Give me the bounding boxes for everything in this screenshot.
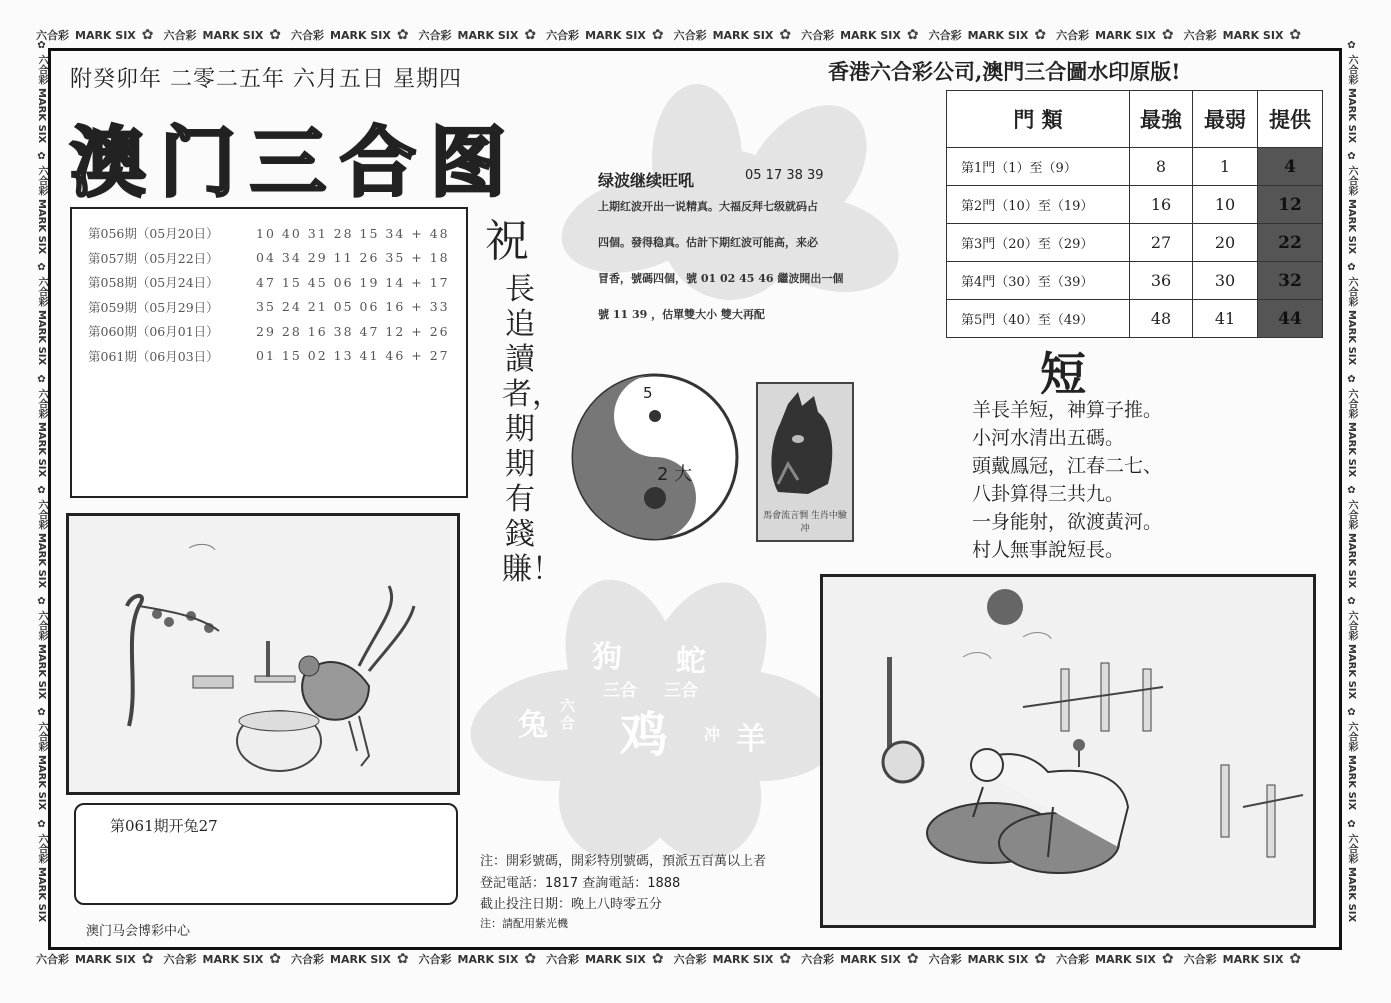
poem-line: 村人無事說短長。 (972, 539, 1125, 561)
wave-heading: 绿波继续旺吼 (598, 171, 695, 190)
border-segment: ✿ 六合彩 MARK SIX (1346, 818, 1357, 922)
zodiac-snake: 蛇 (676, 644, 706, 679)
border-segment: ✿ 六合彩 MARK SIX (36, 707, 47, 811)
border-segment: 六合彩 MARK SIX ✿ (418, 951, 537, 967)
result-period: 第061期（06月03日） (88, 348, 219, 364)
table-cell: 41 (1193, 300, 1258, 338)
result-numbers: 10 40 31 28 15 34 + 48 (256, 225, 450, 241)
table-cell: 36 (1130, 262, 1193, 300)
notes-line: 注：請配用紫光機 (480, 917, 568, 930)
table-cell: 第5門（40）至（49） (947, 300, 1130, 338)
provided-cell: 4 (1258, 148, 1323, 186)
poem-line: 一身能射，欲渡黃河。 (972, 511, 1163, 533)
border-segment: 六合彩 MARK SIX ✿ (928, 951, 1047, 967)
result-period: 第058期（05月24日） (88, 275, 219, 291)
top-border-strip (36, 26, 1356, 44)
table-row (947, 300, 1323, 338)
table-cell: 27 (1130, 224, 1193, 262)
poem-line: 羊長羊短，神算子推。 (972, 399, 1163, 421)
table-row (947, 148, 1323, 186)
table-cell: 10 (1193, 186, 1258, 224)
border-segment: ✿ 六合彩 MARK SIX (36, 373, 47, 477)
border-segment: 六合彩 MARK SIX ✿ (163, 951, 282, 967)
result-row (72, 344, 466, 369)
table-header: 最弱 (1193, 91, 1258, 148)
provided-cell: 44 (1258, 300, 1323, 338)
border-segment: ✿ 六合彩 MARK SIX (36, 151, 47, 255)
wave-text-line: 冒香，號碼四個，號 01 02 45 46 繼波開出一個 (598, 272, 844, 285)
result-period: 第057期（05月22日） (88, 250, 219, 266)
zodiac-goat: 羊 (736, 722, 766, 757)
result-row (72, 246, 466, 271)
results-box (70, 207, 468, 498)
wave-text-line: 號 11 39 ，估單雙大小 雙大再配 (598, 308, 765, 321)
border-segment: 六合彩 MARK SIX ✿ (673, 951, 792, 967)
poem-line: 小河水清出五碼。 (972, 427, 1125, 449)
yin-yang-icon (570, 372, 740, 542)
table-header: 門 類 (947, 91, 1130, 148)
border-segment: ✿ 六合彩 MARK SIX (36, 262, 47, 366)
poem-text (972, 396, 1162, 564)
poem-line: 八卦算得三共九。 (972, 483, 1125, 505)
border-segment: ✿ 六合彩 MARK SIX (1346, 596, 1357, 700)
border-segment: 六合彩 MARK SIX ✿ (36, 951, 154, 967)
border-segment: 六合彩 MARK SIX ✿ (546, 951, 664, 967)
table-row (947, 262, 1323, 300)
border-segment: ✿ 六合彩 MARK SIX (1346, 484, 1357, 589)
result-numbers: 29 28 16 38 47 12 + 26 (256, 323, 450, 339)
result-period: 第056期（05月20日） (88, 226, 219, 242)
border-segment: ✿ 六合彩 MARK SIX (1346, 151, 1357, 255)
blessing-text: 長追讀者，期期有錢賺！ (502, 272, 562, 587)
border-segment: 六合彩 MARK SIX ✿ (291, 27, 409, 43)
border-segment: 六合彩 MARK SIX ✿ (801, 951, 919, 967)
dog-illustration (820, 574, 1316, 928)
result-row (72, 270, 466, 295)
border-segment: ✿ 六合彩 MARK SIX (36, 596, 47, 700)
border-segment: 六合彩 MARK SIX ✿ (1183, 951, 1302, 967)
border-segment: ✿ 六合彩 MARK SIX (36, 40, 47, 144)
border-segment: 六合彩 MARK SIX ✿ (1183, 27, 1302, 43)
border-segment: 六合彩 MARK SIX ✿ (291, 951, 409, 967)
result-numbers: 47 15 45 06 19 14 + 17 (256, 274, 450, 290)
table-cell: 1 (1193, 148, 1258, 186)
table-cell: 20 (1193, 224, 1258, 262)
border-segment: 六合彩 MARK SIX ✿ (163, 27, 282, 43)
border-segment: 六合彩 MARK SIX ✿ (673, 27, 792, 43)
chong-label: 冲 (704, 725, 721, 744)
result-row (72, 295, 466, 320)
zodiac-rabbit: 兔 (518, 708, 548, 743)
yin-yang-top-label: 5 (643, 384, 653, 402)
sanhe-label: 三合 (603, 681, 637, 701)
border-segment: ✿ 六合彩 MARK SIX (1346, 707, 1357, 811)
zodiac-rooster: 鸡 (620, 707, 669, 763)
result-row (72, 221, 466, 246)
result-period: 第059期（05月29日） (88, 299, 219, 315)
result-row (72, 319, 466, 344)
blessing-first-char: 祝 (485, 216, 529, 267)
horse-caption: 馬會流言惆 生肖中驗冲 (763, 511, 847, 534)
poem-title: 短 (1040, 347, 1086, 401)
center-name: 澳门马会博彩中心 (86, 924, 191, 939)
table-cell: 第1門（1）至（9） (947, 148, 1130, 186)
table-cell: 第2門（10）至（19） (947, 186, 1130, 224)
page-title: 澳门三合图 (70, 118, 520, 207)
wave-numbers: 05 17 38 39 (745, 168, 824, 183)
border-segment: ✿ 六合彩 MARK SIX (36, 484, 47, 589)
poem-line: 頭戴鳳冠，江春二七、 (972, 455, 1163, 477)
border-segment: 六合彩 MARK SIX ✿ (801, 27, 919, 43)
provided-cell: 12 (1258, 186, 1323, 224)
sanhe-label: 三合 (664, 681, 698, 701)
bottom-border-strip (36, 950, 1356, 968)
table-header: 提供 (1258, 91, 1323, 148)
border-segment: 六合彩 MARK SIX ✿ (546, 27, 664, 43)
table-cell: 第4門（30）至（39） (947, 262, 1130, 300)
border-segment: 六合彩 MARK SIX ✿ (418, 27, 537, 43)
table-header: 最強 (1130, 91, 1193, 148)
border-segment: ✿ 六合彩 MARK SIX (36, 818, 47, 922)
border-segment: ✿ 六合彩 MARK SIX (1346, 262, 1357, 366)
notes-line: 截止投注日期：晚上八時零五分 (480, 897, 663, 912)
table-cell: 第3門（20）至（29） (947, 224, 1130, 262)
wave-text-line: 上期红波开出一说精真。大福反拜七级就码占 (598, 200, 818, 213)
yin-yang-bottom-label: 2 大 (657, 464, 693, 485)
border-segment: 六合彩 MARK SIX ✿ (1056, 951, 1174, 967)
provided-cell: 22 (1258, 224, 1323, 262)
border-segment: ✿ 六合彩 MARK SIX (1346, 40, 1357, 144)
table-row (947, 186, 1323, 224)
notes-line: 注：開彩號碼，開彩特別號碼，預派五百萬以上者 (480, 854, 767, 869)
company-banner: 香港六合彩公司,澳門三合圖水印原版! (828, 59, 1181, 84)
zodiac-dog: 狗 (592, 640, 622, 675)
draw-note: 第061期开兔27 (110, 817, 218, 835)
border-segment: 六合彩 MARK SIX ✿ (1056, 27, 1174, 43)
border-segment: ✿ 六合彩 MARK SIX (1346, 373, 1357, 477)
table-row (947, 224, 1323, 262)
result-numbers: 04 34 29 11 26 35 + 18 (256, 250, 450, 266)
wave-text-line: 四個。發得稳真。估計下期红波可能高，来必 (598, 236, 818, 249)
horse-head-icon (758, 384, 852, 504)
table-cell: 16 (1130, 186, 1193, 224)
border-segment: 六合彩 MARK SIX ✿ (36, 27, 154, 43)
notes-line: 登記電話：1817 查詢電話：1888 (480, 876, 681, 891)
rooster-illustration (66, 513, 460, 795)
border-segment: 六合彩 MARK SIX ✿ (928, 27, 1047, 43)
issue-date: 附癸卯年 二零二五年 六月五日 星期四 (70, 67, 462, 92)
table-cell: 30 (1193, 262, 1258, 300)
table-cell: 48 (1130, 300, 1193, 338)
result-numbers: 01 15 02 13 41 46 + 27 (256, 348, 450, 364)
horse-card (756, 382, 854, 542)
door-table (946, 90, 1323, 338)
table-cell: 8 (1130, 148, 1193, 186)
provided-cell: 32 (1258, 262, 1323, 300)
result-numbers: 35 24 21 05 06 16 + 33 (256, 299, 450, 315)
liuhe-label: 六合 (560, 697, 576, 732)
result-period: 第060期（06月01日） (88, 324, 219, 340)
